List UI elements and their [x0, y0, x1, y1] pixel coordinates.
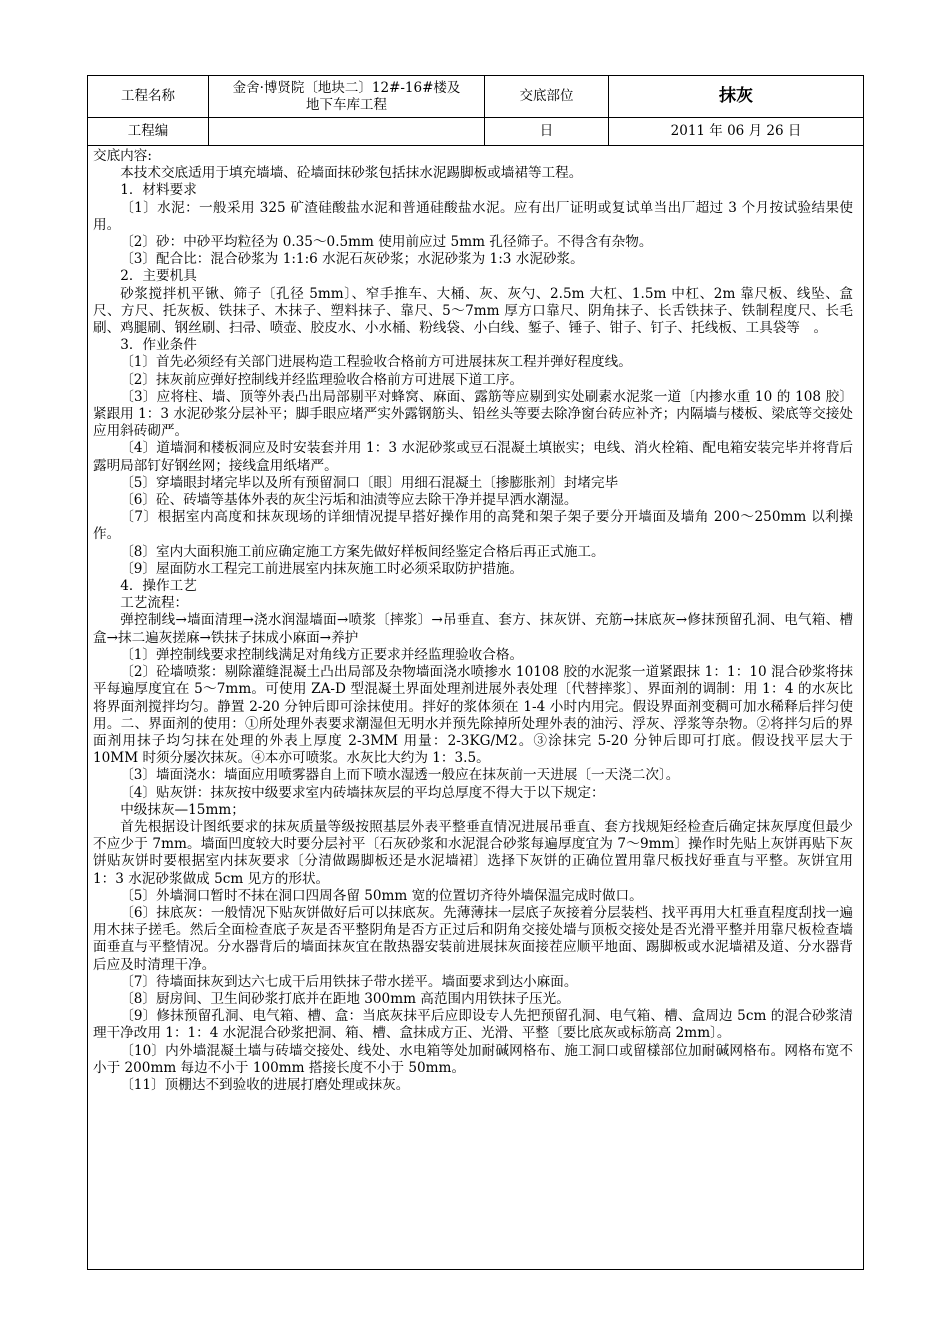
paragraph: 〔7〕根据室内高度和抹灰现场的详细情况提早搭好操作用的高凳和架子架子要分开墙面及墙角 200～250mm 以利操作。: [93, 509, 853, 543]
date-label: 日: [485, 118, 609, 145]
paragraph: 首先根据设计图纸要求的抹灰质量等级按照基层外表平整垂直情况进展吊垂直、套方找规矩经检查后确定抹灰厚度但最少不应少于 7mm。墙面凹度较大时要分层衬平〔石灰砂浆和水泥混合砂浆每遍厚度宜为 7～9mm〕操作时先贴上灰饼再贴下灰饼贴灰饼时要根据室内抹灰要求〔分清做踢脚板还是水泥墙裙〕选择下灰饼的正确位置用靠尺板找好垂直与平整。灰饼宜用 1：3 水泥砂浆做成 5cm 见方的形状。: [93, 818, 853, 887]
paragraph: 本技术交底适用于填充墙墙、砼墙面抹砂浆包括抹水泥踢脚板或墙裙等工程。: [120, 165, 583, 182]
paragraph: 〔8〕厨房间、卫生间砂浆打底并在距地 300mm 高范围内用铁抹子压光。: [120, 990, 570, 1007]
paragraph: 中级抹灰—15mm；: [120, 801, 245, 818]
header-row-1: [88, 76, 863, 118]
paragraph: 〔1〕首先必须经有关部门进展构造工程验收合格前方可进展抹灰工程并弹好程度线。: [120, 354, 632, 371]
paragraph: 〔10〕内外墙混凝土墙与砖墙交接处、线处、水电箱等处加耐碱网格布、施工洞口或留樣部位加耐碱网格布。网格布宽不小于 200mm 每边不小于 100mm 搭接长度不小于 50mm。: [93, 1042, 853, 1076]
disclosure-form: [87, 75, 864, 1270]
paragraph: 〔6〕抹底灰：一般情况下贴灰饼做好后可以抹底灰。先薄薄抹一层底子灰接着分层装档、找平再用大杠垂直程度刮找一遍用木抹子搓毛。然后全面检查底子灰是否平整阴角是否方正过后和阴角交接处墙与顶板交接处是否光滑平整并用靠尺板检查墙面垂直与平整情况。分水器背后的墙面抹灰宜在散热器安装前进展抹灰面接茬应顺平地面、踢脚板或水泥墙裙及道、分水器背后应及时清理干净。: [93, 904, 853, 973]
paragraph: 1．材料要求: [120, 182, 197, 199]
position-label: 交底部位: [485, 76, 609, 117]
project-no-value: [209, 118, 485, 145]
paragraph: 〔2〕砂：中砂平均粒径为 0.35～0.5mm 使用前应过 5mm 孔径筛子。不得含有杂物。: [120, 234, 653, 251]
paragraph: 〔7〕待墙面抹灰到达六七成干后用铁抹子带水搓平。墙面要求到达小麻面。: [120, 973, 578, 990]
paragraph: 〔2〕砼墙喷浆：剔除灌缝混凝土凸出局部及杂物墙面浇水喷掺水 10108 胶的水泥浆一道紧跟抹 1：1：10 混合砂浆将抹平每遍厚度宜在 5～7mm。可使用 ZA-D 型混凝土界面处理剂进展外表处理〔代替摔浆〕、界面剂的调制：用 1：4 的水灰比将界面剂搅拌均匀。静置 2-20 分钟后即可涂抹使用。拌好的浆体须在 1-4 小时内用完。假设界面剂变稠可加水稀释后拌匀使用。二、界面剂的使用：①所处理外表要求潮湿但无明水并预先除掉所处理外表的油污、浮灰、浮浆等杂物。②将拌匀后的界面剂用抹子均匀抹在处理的外表上厚度 2-3MM 用量：2-3KG/M2。③涂抹完 5-20 分钟后即可打底。假设找平层大于 10MM 时须分屡次抹灰。④本亦可喷浆。水灰比大约为 1：3.5。: [93, 664, 853, 767]
paragraph: 2．主要机具: [120, 268, 197, 285]
project-name-value: 金舍·博贤院〔地块二〕12#-16#楼及地下车库工程: [209, 76, 485, 117]
paragraph: 〔6〕砼、砖墙等基体外表的灰尘污垢和油渍等应去除干净并提早洒水潮湿。: [120, 492, 578, 509]
paragraph: 〔1〕弹控制线要求控制线满足对角线方正要求并经监理验收合格。: [120, 646, 524, 663]
paragraph: 弹控制线→墙面清理→浇水润湿墙面→喷浆〔摔浆〕→吊垂直、套方、抹灰饼、充筋→抹底灰→修抹预留孔洞、电气箱、槽盒→抹二遍灰搓麻→铁抹子抹成小麻面→养护: [93, 612, 853, 646]
paragraph: 工艺流程：: [120, 595, 189, 612]
project-no-label: 工程编: [88, 118, 209, 145]
paragraph: 〔3〕配合比：混合砂浆为 1:1:6 水泥石灰砂浆；水泥砂浆为 1:3 水泥砂浆。: [120, 251, 584, 268]
paragraph: 〔2〕抹灰前应弹好控制线并经监理验收合格前方可进展下道工序。: [120, 371, 524, 388]
paragraph-list: [93, 165, 853, 1094]
paragraph: 〔4〕贴灰饼：抹灰按中级要求室内砖墙抹灰层的平均总厚度不得大于以下规定：: [120, 784, 605, 801]
content-intro-label: 交底内容:: [93, 148, 152, 164]
paragraph: 〔4〕道墙洞和楼板洞应及时安装套并用 1：3 水泥砂浆或豆石混凝土填嵌实；电线、消火栓箱、配电箱安装完毕并将背后露明局部钉好钢丝网；接线盒用纸堵严。: [93, 440, 853, 474]
date-value: 2011 年 06 月 26 日: [670, 123, 802, 139]
paragraph: 〔5〕穿墙眼封堵完毕以及所有预留洞口〔眼〕用细石混凝土〔掺膨胀剂〕封堵完毕: [120, 474, 619, 491]
paragraph: 〔3〕墙面浇水：墙面应用喷雾器自上而下喷水湿透一般应在抹灰前一天进展〔一天浇二次〕。: [120, 767, 680, 784]
paragraph: 〔5〕外墙洞口暂时不抹在洞口四周各留 50mm 宽的位置切齐待外墙保温完成时做口。: [120, 887, 643, 904]
paragraph: 4．操作工艺: [120, 578, 197, 595]
paragraph: 〔9〕修抹预留孔洞、电气箱、槽、盒：当底灰抹平后应即设专人先把预留孔洞、电气箱、槽、盒周边 5cm 的混合砂浆清理干净改用 1：1：4 水泥混合砂浆把洞、箱、槽、盒抹成方正、光滑、平整〔要比底灰或标筋高 2mm〕。: [93, 1008, 853, 1042]
paragraph: 〔8〕室内大面积施工前应确定施工方案先做好样板间经鉴定合格后再正式施工。: [120, 543, 605, 560]
paragraph: 〔9〕屋面防水工程完工前进展室内抹灰施工时必须采取防护措施。: [120, 560, 524, 577]
project-name-label: 工程名称: [88, 76, 209, 117]
paragraph: 〔3〕应将柱、墙、顶等外表凸出局部剔平对蜂窝、麻面、露筋等应剔到实处刷素水泥浆一道〔内掺水重 10 的 108 胶〕紧跟用 1：3 水泥砂浆分层补平；脚手眼应堵严实外露钢筋头、铅丝头等要去除净窗台砖应补齐；内隔墙与楼板、梁底等交接处应用斜砖砌严。: [93, 388, 853, 440]
paragraph: 〔11〕顶棚达不到验收的进展打磨处理或抹灰。: [120, 1076, 410, 1093]
paragraph: 砂浆搅拌机平锹、筛子〔孔径 5mm〕、窄手推车、大桶、灰、灰勺、2.5m 大杠、1.5m 中杠、2m 靠尺板、线坠、盒尺、方尺、托灰板、铁抹子、木抹子、塑料抹子、靠尺、5～7mm 厚方口靠尺、阴角抹子、长舌铁抹子、铁制程度尺、长毛刷、鸡腿刷、钢丝刷、扫帚、喷壶、胶皮水、小水桶、粉线袋、小白线、錾子、锤子、钳子、钉子、托线板、工具袋等 。: [93, 285, 853, 337]
disclosure-content: [88, 148, 863, 1094]
paragraph: 〔1〕水泥：一般采用 325 矿渣硅酸盐水泥和普通硅酸盐水泥。应有出厂证明或复试单当出厂超过 3 个月按试验结果使用。: [93, 199, 853, 233]
header-row-2: [88, 118, 863, 146]
position-value: 抹灰: [719, 86, 753, 106]
paragraph: 3．作业条件: [120, 337, 197, 354]
